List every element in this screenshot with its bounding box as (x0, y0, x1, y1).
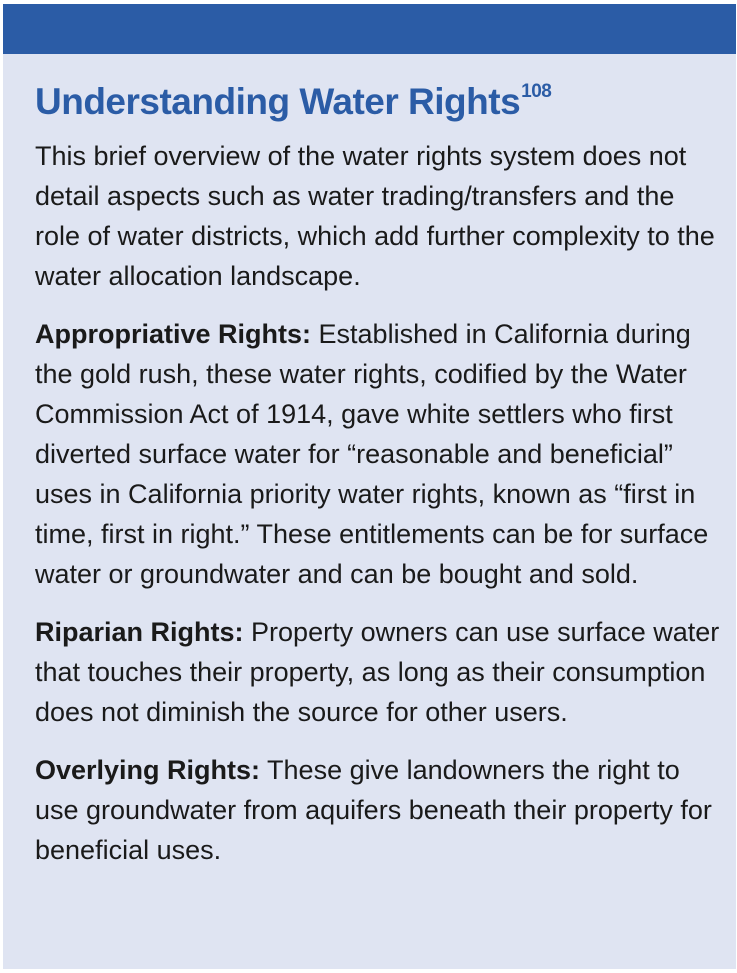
water-rights-sidebar (3, 4, 736, 969)
overlying-rights-paragraph (35, 750, 725, 870)
sidebar-content (35, 80, 725, 888)
header-bar (3, 4, 736, 54)
footnote-reference: 108 (521, 81, 552, 102)
appropriative-rights-text: Established in California during the gold rush, these water rights, codified by the Water Commission Act of 1914, gave white settlers who first diverted surface water for “reasonable and beneficial” uses in California priority water rights, known as “first in time, first in right.” These entitlements can be for surface water or groundwater and can be bought and sold. (35, 319, 709, 589)
riparian-rights-paragraph (35, 612, 725, 732)
sidebar-title (35, 80, 725, 124)
overlying-rights-term: Overlying Rights: (35, 755, 261, 785)
riparian-rights-text: Property owners can use surface water that touches their property, as long as their consumption does not diminish the source for other users. (35, 617, 720, 727)
appropriative-rights-term: Appropriative Rights: (35, 319, 312, 349)
intro-paragraph: This brief overview of the water rights system does not detail aspects such as water trading/transfers and the role of water districts, which add further complexity to the water allocation landscape. (35, 141, 715, 291)
riparian-rights-term: Riparian Rights: (35, 617, 244, 647)
overlying-rights-text: These give landowners the right to use groundwater from aquifers beneath their property for beneficial uses. (35, 755, 712, 865)
sidebar-title-text: Understanding Water Rights (35, 81, 521, 122)
appropriative-rights-paragraph (35, 314, 725, 594)
